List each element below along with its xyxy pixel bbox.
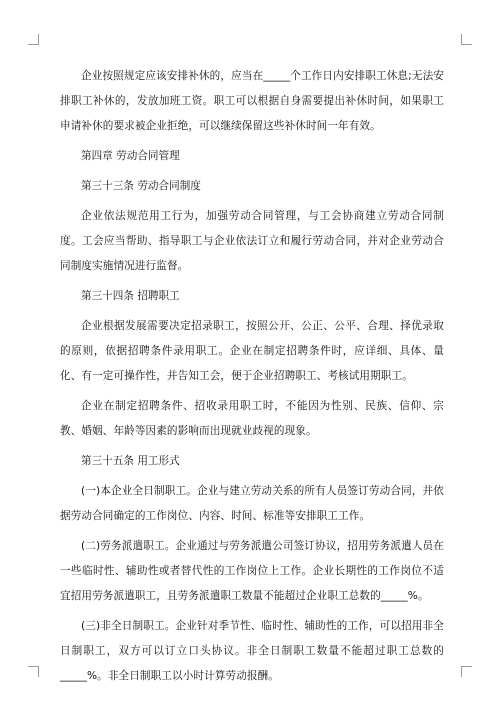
paragraph-contract-system: 企业依法规范用工行为，加强劳动合同管理，与工会协商建立劳动合同制度。工会应当帮助、指导职工与企业依法订立和履行劳动合同，并对企业劳动合同制度实施情况进行监督。 <box>60 210 444 272</box>
document-body <box>60 64 444 694</box>
article-heading-35: 第三十五条 用工形式 <box>81 455 180 467</box>
paragraph-dispatch: (二)劳务派遣职工。企业通过与劳务派遣公司签订协议，招用劳务派遣人员在一些临时性、辅助性或者替代性的工作岗位上工作。企业长期性的工作岗位不适宜招用劳务派遣职工，且劳务派遣职工数量不能超过企业职工总数的_____%。 <box>60 540 444 602</box>
paragraph-recruitment: 企业根据发展需要决定招录职工，按照公开、公正、公平、合理、择优录取的原则，依据招聘条件录用职工。企业在制定招聘条件时，应详细、具体、量化、有一定可操作性，并告知工会，便于企业招聘职工、考核试用期职工。 <box>60 320 444 382</box>
paragraph-compensatory-leave: 企业按照规定应该安排补休的，应当在_____个工作日内安排职工休息;无法安排职工补休的，发放加班工资。职工可以根据自身需要提出补休时间，如果职工申请补休的要求被企业拒绝，可以继续保留这些补休时间一年有效。 <box>60 70 444 132</box>
paragraph-no-discrimination: 企业在制定招聘条件、招收录用职工时，不能因为性别、民族、信仰、宗教、婚姻、年龄等因素的影响而出现就业歧视的现象。 <box>60 400 444 437</box>
article-heading-34: 第三十四条 招聘职工 <box>81 290 180 302</box>
chapter-heading: 第四章 劳动合同管理 <box>81 150 180 162</box>
paragraph-full-time: (一)本企业全日制职工。企业与建立劳动关系的所有人员签订劳动合同，并依据劳动合同确定的工作岗位、内容、时间、标准等安排职工工作。 <box>60 485 444 522</box>
article-heading-33: 第三十三条 劳动合同制度 <box>81 180 201 192</box>
crop-mark-top-left <box>28 34 39 45</box>
crop-mark-top-right <box>461 34 472 45</box>
crop-mark-bottom-left <box>28 666 39 677</box>
paragraph-part-time: (三)非全日制职工。企业针对季节性、临时性、辅助性的工作，可以招用非全日制职工，双方可以订立口头协议。非全日制职工数量不能超过职工总数的_____%。非全日制职工以小时计算劳动报酬。 <box>60 620 444 682</box>
crop-mark-bottom-right <box>461 666 472 677</box>
